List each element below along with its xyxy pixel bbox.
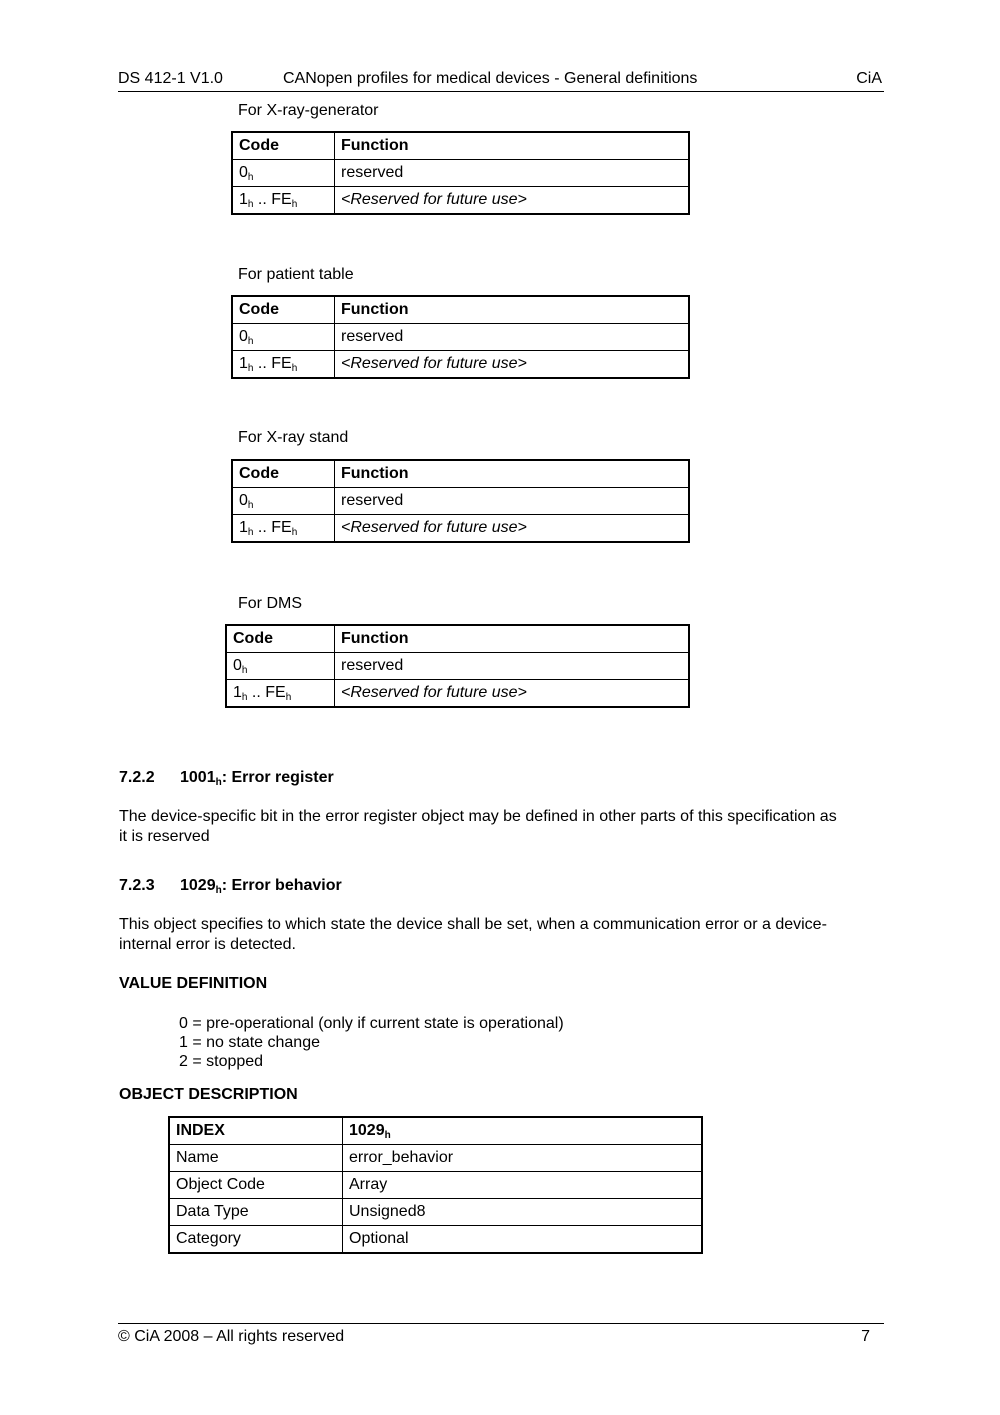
function-cell: reserved [335, 653, 690, 680]
col-header-function: Function [335, 296, 690, 324]
object-description-table [168, 1116, 703, 1254]
table-caption: For patient table [238, 266, 354, 283]
table-row: Data Type Unsigned8 [169, 1199, 702, 1226]
index-label: INDEX [169, 1117, 343, 1145]
table-caption: For X-ray stand [238, 429, 349, 446]
table-row: Name error_behavior [169, 1145, 702, 1172]
code-cell: $1_h$ .. $FE_h$ [232, 351, 335, 379]
code-table-patient-table [231, 295, 690, 379]
function-cell: reserved [335, 324, 690, 351]
function-cell: <Reserved for future use> [335, 351, 690, 379]
list-item: 2 = stopped [179, 1053, 264, 1070]
doc-title: CANopen profiles for medical devices - General definitions [283, 70, 698, 87]
value-definition-list [179, 1014, 564, 1071]
col-header-function: Function [335, 460, 690, 488]
function-cell: reserved [335, 488, 690, 515]
org-name: CiA [856, 70, 882, 87]
page-number: 7 [861, 1328, 870, 1345]
col-header-code: Code [226, 625, 335, 653]
table-row: Category Optional [169, 1226, 702, 1254]
section-heading-7-2-3: 7.2.3 $1029_h$: Error behavior [119, 877, 342, 896]
table-row [232, 324, 689, 351]
list-item: 1 = no state change [179, 1034, 320, 1051]
function-cell: <Reserved for future use> [335, 515, 690, 543]
col-header-function: Function [335, 625, 690, 653]
table-row [232, 187, 689, 215]
table-row [232, 351, 689, 379]
code-cell: $1_h$ .. $FE_h$ [232, 187, 335, 215]
table-caption: For X-ray-generator [238, 102, 379, 119]
table-caption: For DMS [238, 595, 302, 612]
code-table-xray-stand [231, 459, 690, 543]
section-heading-7-2-2: 7.2.2 $1001_h$: Error register [119, 769, 334, 788]
table-row [232, 515, 689, 543]
doc-id: DS 412-1 V1.0 [118, 70, 223, 87]
col-header-code: Code [232, 460, 335, 488]
table-row [226, 680, 689, 708]
copyright: © CiA 2008 – All rights reserved [118, 1328, 345, 1345]
paragraph-error-register: The device-specific bit in the error register object may be defined in other parts of this specification as it is reserved [119, 808, 837, 845]
table-row [232, 488, 689, 515]
code-table-dms [225, 624, 690, 708]
code-cell: $0_h$ [232, 488, 335, 515]
code-cell: $0_h$ [226, 653, 335, 680]
table-row: Object Code Array [169, 1172, 702, 1199]
page-header [118, 70, 884, 92]
paragraph-error-behavior: This object specifies to which state the device shall be set, when a communication error or a device- internal error is detected. [119, 916, 827, 953]
code-table-xray-generator [231, 131, 690, 215]
object-description-heading: OBJECT DESCRIPTION [119, 1086, 298, 1103]
table-row [226, 653, 689, 680]
code-cell: $0_h$ [232, 324, 335, 351]
code-cell: $1_h$ .. $FE_h$ [226, 680, 335, 708]
table-row [232, 160, 689, 187]
col-header-function: Function [335, 132, 690, 160]
function-cell: <Reserved for future use> [335, 187, 690, 215]
function-cell: reserved [335, 160, 690, 187]
value-definition-heading: VALUE DEFINITION [119, 975, 268, 992]
function-cell: <Reserved for future use> [335, 680, 690, 708]
col-header-code: Code [232, 296, 335, 324]
page-footer [118, 1323, 884, 1346]
code-cell: $0_h$ [232, 160, 335, 187]
index-value: $1029_h$ [343, 1117, 703, 1145]
col-header-code: Code [232, 132, 335, 160]
code-cell: $1_h$ .. $FE_h$ [232, 515, 335, 543]
list-item: 0 = pre-operational (only if current state is operational) [179, 1015, 564, 1032]
